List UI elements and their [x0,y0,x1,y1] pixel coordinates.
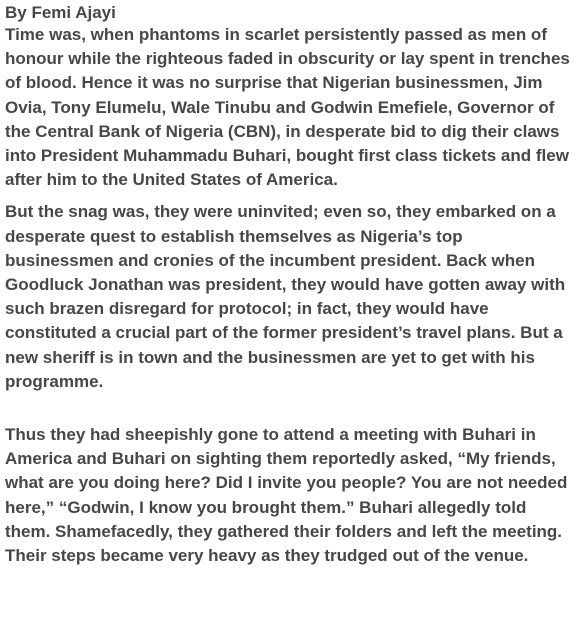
paragraph-1: Time was, when phantoms in scarlet persistently passed as men of honour while the righteous faded in obscurity or lay spent in trenches of blood. Hence it was no surprise that Nigerian businessmen, Jim Ovia, Tony Elumelu, Wale Tinubu and Godwin Emefiele, Governor of the Central Bank of Nigeria (CBN), in desperate bid to dig their claws into President Muhammadu Buhari, bought first class tickets and flew after him to the United States of America. [5,25,570,190]
byline: By Femi Ajayi [5,3,116,22]
paragraph-2: But the snag was, they were uninvited; even so, they embarked on a desperate quest to establish themselves as Nigeria’s top businessmen and cronies of the incumbent president. Back when Goodluck Jonathan was president, they would have gotten away with such brazen disregard for protocol; in fact, they would have constituted a crucial part of the former president’s travel plans. But a new sheriff is in town and the businessmen are yet to get with his programme. [5,202,566,391]
paragraph-3: Thus they had sheepishly gone to attend a meeting with Buhari in America and Buhari on sighting them reportedly asked, “My friends, what are you doing here? Did I invite you people? You are not needed here,” “Godwin, I know you brought them.” Buhari allegedly told them. Shamefacedly, they gathered their folders and left the meeting. Their steps became very heavy as they trudged out of the venue. [5,425,568,566]
